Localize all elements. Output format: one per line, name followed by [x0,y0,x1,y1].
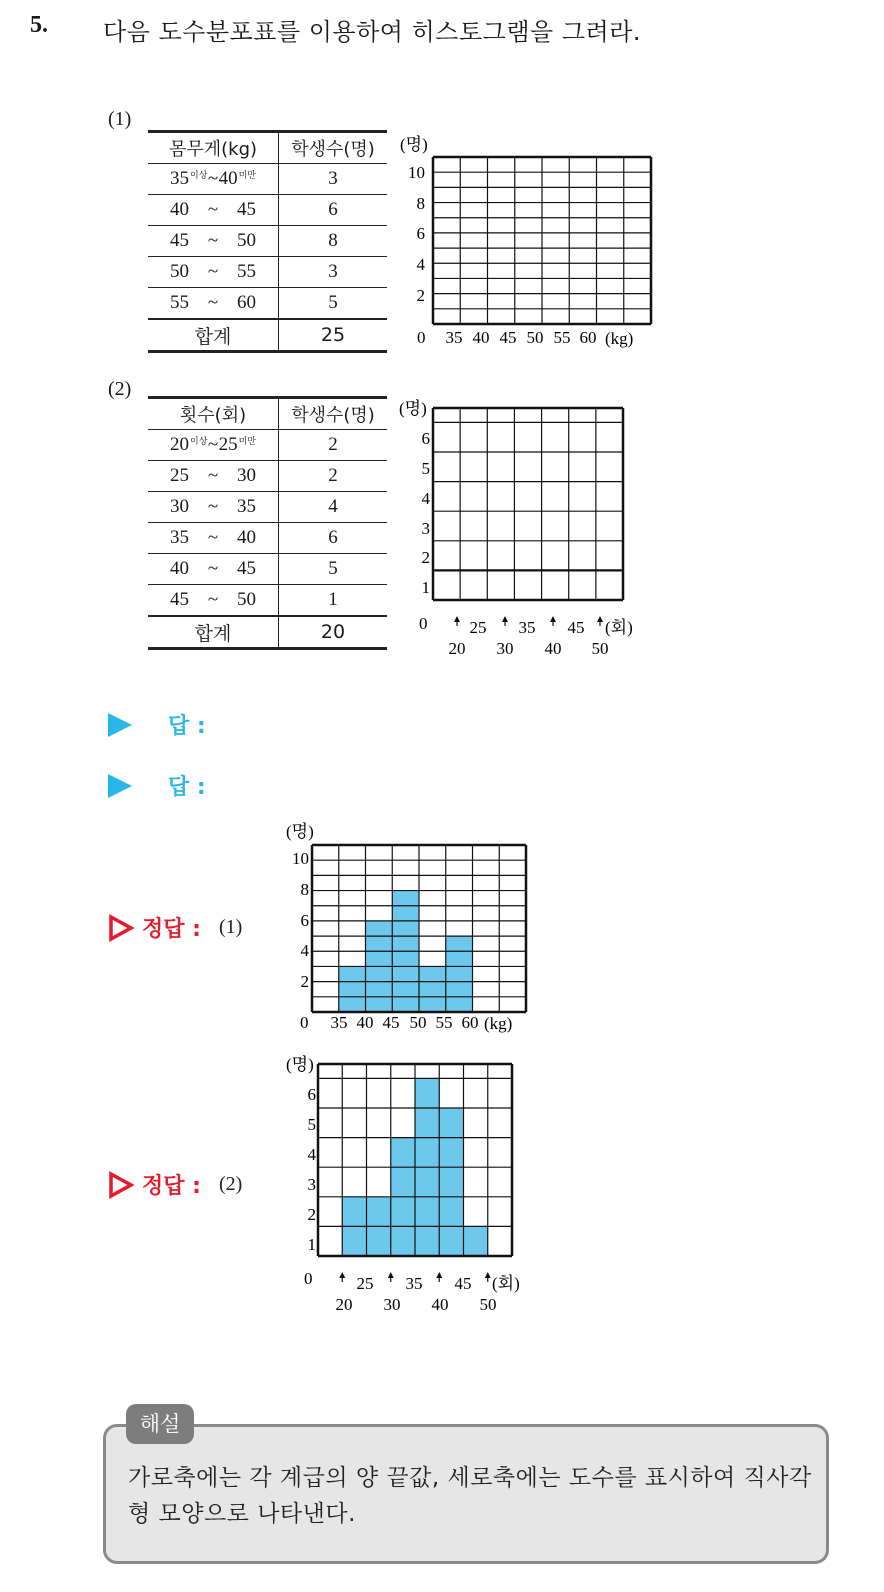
table-row [148,195,387,226]
student-count: 3 [279,257,388,288]
y-tick-label: 6 [300,911,309,930]
class-from: 40 [170,199,189,220]
x-tick-label: 25 [469,618,487,637]
outline-triangle-icon [108,1171,134,1199]
table-header-weight: 몸무게(kg) [148,132,279,164]
table-header-students: 학생수(명) [279,132,388,164]
class-from-note: 이상 [190,436,208,446]
x-tick-label: 35 [330,1013,348,1032]
class-to: 40 [218,168,238,189]
tilde: ~ [207,261,219,282]
x-unit-label: (회) [492,1274,520,1293]
y-tick-label: 3 [421,519,430,538]
table-row [148,226,387,257]
x-tick-label: 60 [579,328,597,347]
x-unit-label: (kg) [484,1014,513,1033]
x-tick-label: 20 [335,1295,353,1314]
table-total-row [148,616,387,649]
x-unit-label: (회) [605,618,633,637]
solution-label: 정답 : [142,1174,201,1199]
tilde: ~ [207,168,219,189]
part1-label: (1) [108,108,132,130]
table-header-count: 횟수(회) [148,398,279,430]
y-unit-label: (명) [399,399,427,418]
boundary-arrowhead [550,616,556,622]
histogram-bar [446,936,473,1012]
x-tick-label: 50 [526,328,544,347]
histogram-bar [419,966,446,1012]
x-tick-label: 40 [431,1295,449,1314]
y-unit-label: (명) [286,1055,314,1074]
student-count: 8 [279,226,388,257]
y-tick-label: 8 [300,880,309,899]
student-count: 3 [279,164,388,195]
answer-label: 답 : [168,714,206,739]
total-label: 합계 [148,319,279,352]
class-from: 55 [170,292,189,313]
origin-label: 0 [300,1013,309,1032]
x-tick-label: 30 [383,1295,401,1314]
y-tick-label: 6 [416,224,425,243]
y-tick-label: 4 [300,941,309,960]
tilde: ~ [207,465,219,486]
student-count: 5 [328,292,338,313]
x-tick-label: 40 [472,328,490,347]
solution-part: (2) [218,1173,243,1195]
x-tick-label: 50 [409,1013,427,1032]
class-to: 50 [237,230,256,251]
solution-label: 정답 : [142,917,201,942]
class-from: 25 [170,465,189,486]
table-row [148,430,387,461]
table-row [148,523,387,554]
x-tick-label: 30 [496,639,514,658]
class-from: 45 [170,589,189,610]
tilde: ~ [207,292,219,313]
y-tick-label: 10 [408,163,425,182]
class-from: 40 [170,558,189,579]
y-tick-label: 2 [416,286,425,305]
student-count: 1 [328,589,338,610]
play-icon [108,774,132,798]
y-tick-label: 2 [300,972,309,991]
class-to: 45 [237,199,256,220]
y-tick-label: 4 [416,255,425,274]
x-tick-label: 60 [461,1013,479,1032]
boundary-arrowhead [597,616,603,622]
x-tick-label: 45 [499,328,517,347]
class-from: 20 [170,434,189,455]
origin-label: 0 [419,614,428,633]
x-tick-label: 55 [553,328,571,347]
histogram-bar [339,966,366,1012]
origin-label: 0 [417,328,426,347]
table-row [148,164,387,195]
question-number: 5. [30,12,48,38]
y-tick-label: 8 [416,194,425,213]
class-to: 45 [237,558,256,579]
solution-histogram-1 [280,818,530,1040]
y-tick-label: 6 [307,1085,316,1104]
x-tick-label: 35 [405,1274,423,1293]
outline-triangle-icon [108,914,134,942]
histogram-bar [439,1108,463,1256]
x-tick-label: 45 [567,618,585,637]
total-value: 20 [279,616,388,649]
solution-part: (1) [218,916,243,938]
x-tick-label: 35 [518,618,536,637]
class-from: 30 [170,496,189,517]
part1-frequency-table [148,130,387,353]
class-to: 55 [237,261,256,282]
tilde: ~ [207,527,219,548]
student-count: 6 [279,195,388,226]
class-to-note: 미만 [238,436,256,446]
x-tick-label: 45 [382,1013,400,1032]
class-from: 35 [170,527,189,548]
class-to: 60 [237,292,256,313]
x-tick-label: 40 [544,639,562,658]
student-count: 6 [279,523,388,554]
table-row [148,288,387,320]
student-count: 4 [279,492,388,523]
class-to: 25 [218,434,238,455]
explanation-text: 가로축에는 각 계급의 양 끝값, 세로축에는 도수를 표시하여 직사각형 모양으로 나타낸다. [128,1465,812,1527]
x-tick-label: 50 [479,1295,497,1314]
tilde: ~ [207,496,219,517]
tilde: ~ [207,230,219,251]
y-unit-label: (명) [400,135,428,154]
tilde: ~ [207,589,219,610]
part2-empty-grid [395,396,655,666]
class-to: 50 [237,589,256,610]
y-tick-label: 5 [421,459,430,478]
boundary-arrowhead [502,616,508,622]
answer-prompt-2 [108,770,206,801]
y-tick-label: 4 [307,1145,316,1164]
table-row [148,257,387,288]
boundary-arrowhead [388,1272,394,1278]
class-from: 50 [170,261,189,282]
part2-label: (2) [108,378,132,400]
boundary-arrowhead [485,1272,491,1278]
solution-row-1 [108,912,242,943]
class-from: 45 [170,230,189,251]
student-count: 2 [279,461,388,492]
class-from-note: 이상 [190,170,208,180]
origin-label: 0 [304,1269,313,1288]
y-tick-label: 2 [421,548,430,567]
y-tick-label: 2 [307,1205,316,1224]
y-tick-label: 3 [307,1175,316,1194]
y-tick-label: 1 [421,578,430,597]
part2-frequency-table [148,396,387,650]
class-to: 30 [237,465,256,486]
explanation-tag: 해설 [126,1404,194,1444]
y-tick-label: 10 [292,849,309,868]
table-row [148,554,387,585]
table-row [148,585,387,617]
table-header-students: 학생수(명) [279,398,388,430]
x-tick-label: 45 [454,1274,472,1293]
table-row [148,492,387,523]
student-count: 5 [279,554,388,585]
class-to-note: 미만 [238,170,256,180]
solution-row-2 [108,1169,242,1200]
class-to: 40 [237,527,256,548]
table-total-row [148,319,387,352]
total-value: 25 [279,319,388,352]
x-tick-label: 40 [356,1013,374,1032]
x-tick-label: 55 [435,1013,453,1032]
part1-empty-grid [395,130,655,355]
tilde: ~ [207,558,219,579]
table-row [148,461,387,492]
answer-label: 답 : [168,775,206,800]
tilde: ~ [207,434,219,455]
class-from: 35 [170,168,189,189]
total-label: 합계 [148,616,279,649]
tilde: ~ [207,199,219,220]
x-unit-label: (kg) [605,329,634,348]
boundary-arrowhead [436,1272,442,1278]
x-tick-label: 35 [445,328,463,347]
play-icon [108,713,132,737]
y-tick-label: 4 [421,489,430,508]
y-tick-label: 1 [307,1235,316,1254]
answer-prompt-1 [108,709,206,740]
y-tick-label: 6 [421,429,430,448]
boundary-arrowhead [339,1272,345,1278]
y-unit-label: (명) [286,822,314,841]
class-to: 35 [237,496,256,517]
x-tick-label: 25 [356,1274,374,1293]
question-text: 다음 도수분포표를 이용하여 히스토그램을 그려라. [103,18,642,46]
histogram-bar [464,1226,488,1256]
boundary-arrowhead [454,616,460,622]
student-count: 2 [279,430,388,461]
x-tick-label: 50 [591,639,609,658]
solution-histogram-2 [282,1052,532,1316]
x-tick-label: 20 [448,639,466,658]
y-tick-label: 5 [307,1115,316,1134]
